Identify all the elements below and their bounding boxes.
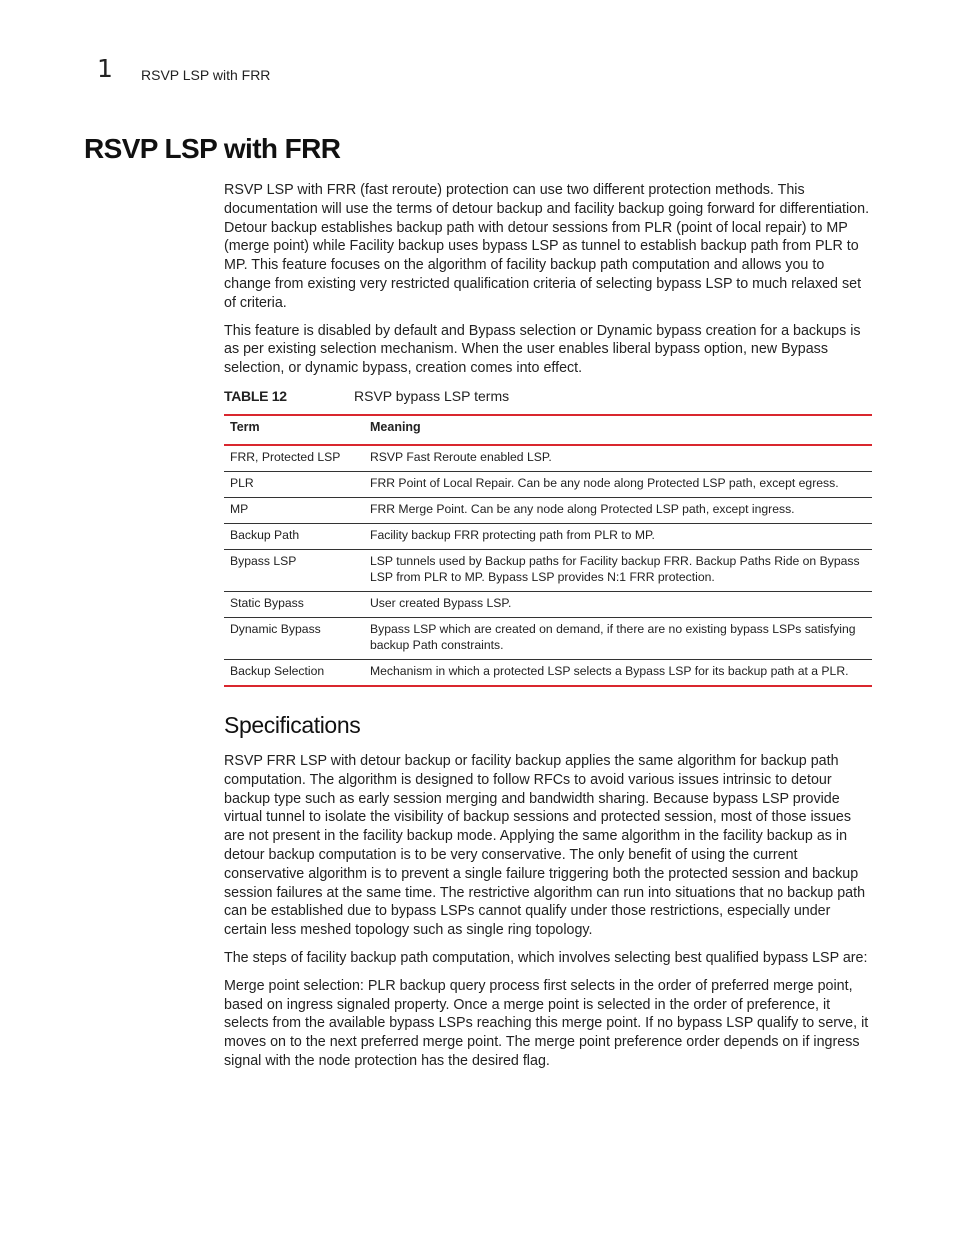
meaning-cell: User created Bypass LSP. <box>364 591 872 617</box>
term-cell: PLR <box>224 471 364 497</box>
table-row <box>224 617 872 659</box>
table-row <box>224 471 872 497</box>
chapter-number: 1 <box>97 54 113 83</box>
table-row <box>224 659 872 686</box>
table-caption-text: RSVP bypass LSP terms <box>354 387 510 404</box>
page-title: RSVP LSP with FRR <box>84 133 341 164</box>
term-cell: Backup Selection <box>230 663 325 678</box>
meaning-cell: Facility backup FRR protecting path from PLR to MP. <box>364 523 872 549</box>
intro-paragraph-2: This feature is disabled by default and Bypass selection or Dynamic bypass creation for a backups is as per existing selection mechanism. When the user enables liberal bypass option, new Bypass selection, or dynamic bypass, creation comes into effect. <box>224 322 861 377</box>
table-header-row <box>224 415 872 445</box>
running-header: RSVP LSP with FRR <box>141 67 271 83</box>
term-cell: MP <box>224 497 364 523</box>
bypass-lsp-terms-table <box>224 414 872 687</box>
table-row <box>224 523 872 549</box>
meaning-cell: RSVP Fast Reroute enabled LSP. <box>364 445 872 472</box>
term-cell: FRR, Protected LSP <box>224 445 364 472</box>
table-row <box>224 591 872 617</box>
main-content <box>224 181 872 1080</box>
meaning-cell: Mechanism in which a protected LSP selects a Bypass LSP for its backup path at a PLR. <box>370 663 849 678</box>
term-cell: Bypass LSP <box>224 549 364 591</box>
table-row <box>224 497 872 523</box>
spec-paragraph-1: RSVP FRR LSP with detour backup or facility backup applies the same algorithm for backup path computation. The algorithm is designed to follow RFCs to avoid various issues intrinsic to detour backup type such as early session merging and bandwidth sharing. Because bypass LSP provide virtual tunnel to isolate the visibility of backup sessions and protected session, most of those issues are not present in the facility backup mode. Applying the same algorithm in the facility backup as in detour backup computation is to be very conservative. The only benefit of using the current conservative algorithm is to prevent a single failure triggering both the protected session and backup session failures at the same time. The restrictive algorithm can run into situations that no backup path can be established due to bypass LSPs cannot qualify under those restrictions, especially under certain less meshed topology such as single ring topology. <box>224 752 866 939</box>
table-label: TABLE 12 <box>224 387 287 404</box>
meaning-cell: LSP tunnels used by Backup paths for Facility backup FRR. Backup Paths Ride on Bypass LSP from PLR to MP. Bypass LSP provides N:1 FRR protection. <box>364 549 872 591</box>
intro-paragraph-1: RSVP LSP with FRR (fast reroute) protection can use two different protection methods. This documentation will use the terms of detour backup and facility backup going forward for differentiation. Detour backup establishes backup path with detour sessions from PLR (point of local repair) to MP (merge point) while Facility backup uses bypass LSP as tunnel to establish backup path from PLR to MP. This feature focuses on the algorithm of facility backup path computation and allows you to change from existing very restricted qualification criteria of selecting bypass LSP to much relaxed set of criteria. <box>224 182 870 311</box>
term-cell: Static Bypass <box>224 591 364 617</box>
meaning-cell: FRR Point of Local Repair. Can be any node along Protected LSP path, except egress. <box>364 471 872 497</box>
meaning-cell: FRR Merge Point. Can be any node along Protected LSP path, except ingress. <box>364 497 872 523</box>
spec-paragraph-2: The steps of facility backup path computation, which involves selecting best qualified bypass LSP are: <box>224 949 868 966</box>
column-header-meaning: Meaning <box>364 415 872 445</box>
section-title-specifications: Specifications <box>224 711 361 738</box>
table-row <box>224 445 872 472</box>
column-header-term: Term <box>224 415 364 445</box>
term-cell: Backup Path <box>224 523 364 549</box>
term-cell: Dynamic Bypass <box>224 617 364 659</box>
meaning-cell: Bypass LSP which are created on demand, if there are no existing bypass LSPs satisfying backup Path constraints. <box>364 617 872 659</box>
table-row <box>224 549 872 591</box>
spec-paragraph-3: Merge point selection: PLR backup query process first selects in the order of preferred merge point, based on ingress signaled property. Once a merge point is selected in the order of preference, it selects from the available bypass LSPs reaching this merge point. If no bypass LSP qualify to serve, it moves on to the next preferred merge point. The merge point preference order depends on if ingress signal with the node protection has the desired flag. <box>224 977 869 1069</box>
table-caption <box>224 387 872 405</box>
